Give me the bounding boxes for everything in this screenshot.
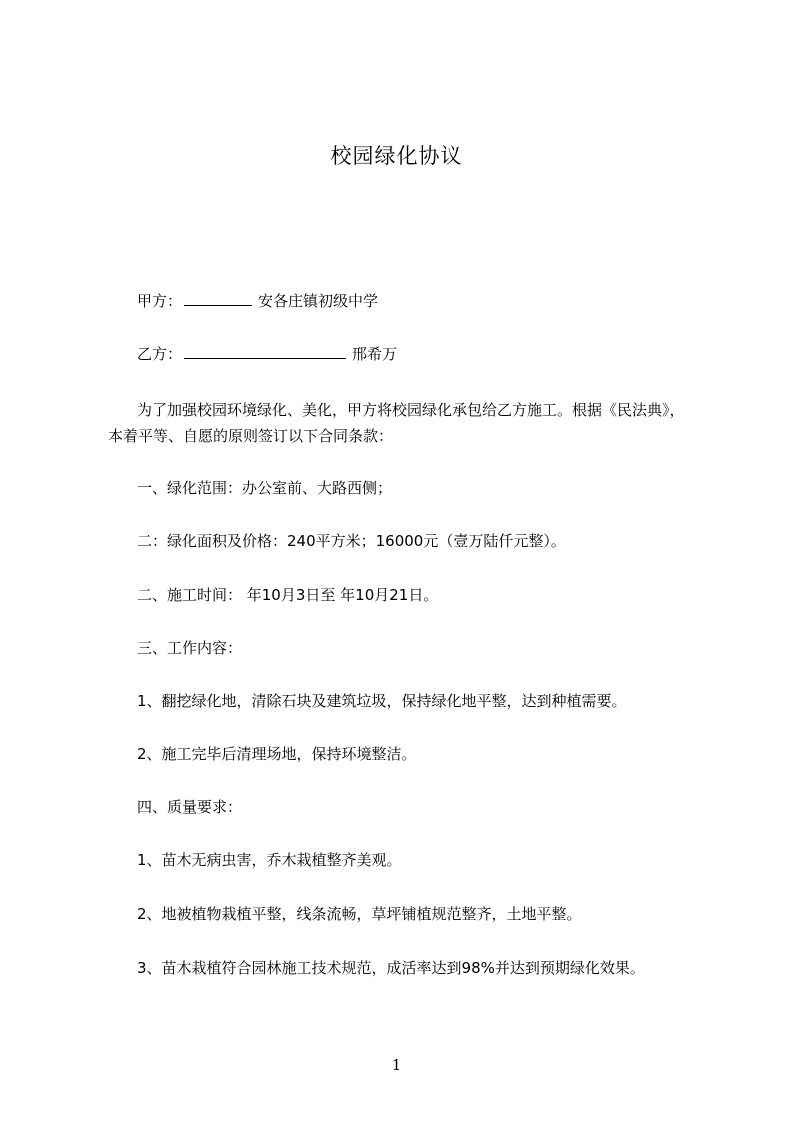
clause-line: 四、质量要求：: [137, 798, 243, 816]
intro-paragraph: 为了加强校园环境绿化、美化，甲方将校园绿化承包给乙方施工。根据《民法典》，本着平等、自愿的原则签订以下合同条款：: [108, 401, 685, 445]
party-a-blank: [184, 291, 252, 306]
party-b-name: 邢希万: [352, 345, 398, 363]
clause-line: 三、工作内容：: [137, 639, 243, 657]
clause-line: 1、翻挖绿化地，清除石块及建筑垃圾，保持绿化地平整，达到种植需要。: [137, 692, 627, 710]
clause-line: 2、施工完毕后清理场地，保持环境整洁。: [137, 745, 417, 763]
clause-line: 1、苗木无病虫害，乔木栽植整齐美观。: [137, 851, 402, 869]
party-a-label: 甲方：: [137, 292, 183, 310]
clause-line: 二、施工时间： 年10月3日至 年10月21日。: [137, 586, 439, 604]
clause-line: 2、地被植物栽植平整，线条流畅，草坪铺植规范整齐，土地平整。: [137, 905, 582, 923]
document-title: 校园绿化协议: [330, 144, 463, 168]
party-a-line: [137, 290, 378, 312]
party-b-label: 乙方：: [137, 345, 183, 363]
party-b-blank: [184, 344, 346, 359]
clause-line: 3、苗木栽植符合园林施工技术规范，成活率达到98%并达到预期绿化效果。: [137, 959, 645, 977]
clause-line: 二：绿化面积及价格：240平方米；16000元（壹万陆仟元整）。: [137, 532, 566, 550]
clause-line: 一、绿化范围：办公室前、大路西侧；: [137, 479, 393, 497]
page-number: 1: [391, 1056, 402, 1074]
party-a-name: 安各庄镇初级中学: [258, 292, 379, 310]
party-b-line: [137, 343, 397, 365]
